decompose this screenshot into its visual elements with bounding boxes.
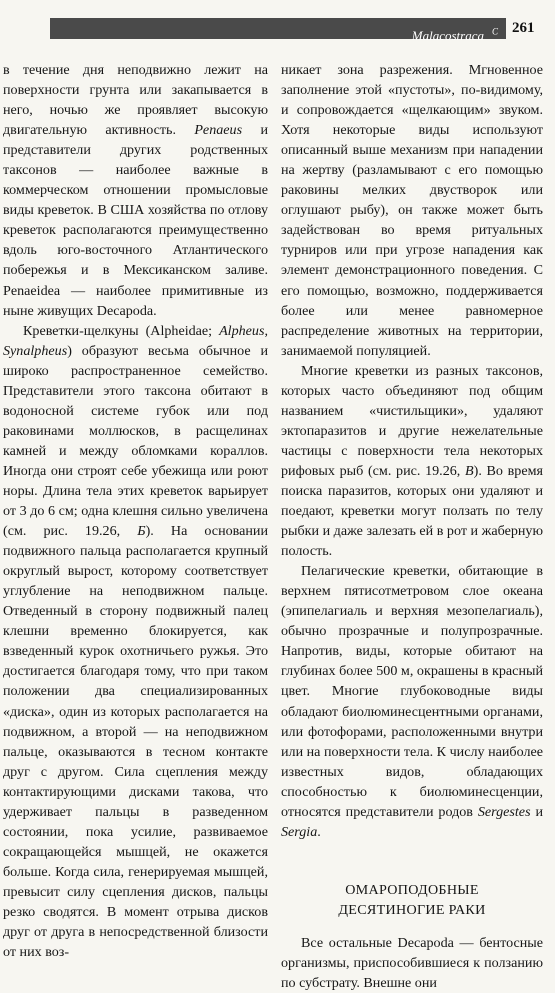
paragraph: Креветки-щелкуны (Alpheidae; Alpheus, Synalpheus) образуют весьма обычное и широко распространенное семейство. Представители этого таксона обитают в водоносной системе губок или под раковинами моллюсков, в расщелинах камней и между обломками кораллов. Иногда они строят себе убежища или роют норы. Длина тела этих креветок варьирует от 3 до 6 см; одна клешня сильно увеличена (см. рис. 19.26, Б). На основании подвижного пальца располагается крупный округлый вырост, которому соответствует углубление на неподвижном пальце. Отведенный в сторону подвижный палец клешни временно блокируется, как взведенный курок охотничьего ружья. Это достигается благодаря тому, что при таком положении два специализированных «диска», один из которых располагается на подвижном, а второй — на неподвижном пальце, оказываются в тесном контакте друг с другом. Сила сцепления между контактирующими дисками такова, что удерживает пальцы в разведенном состоянии, пока усилие, развиваемое сокращающейся мышцей, не окажется больше. Когда сила, генерируемая мышцей, превысит силу сцепления дисков, пальцы резко сводятся. В момент отрыва дисков друг от друга в непосредственной близости от них воз- bbox=[3, 322, 269, 961]
paragraph: Все остальные Decapoda — бентосные организмы, приспособившиеся к ползанию по субстрату. Внешне они bbox=[281, 934, 543, 992]
page-header bbox=[0, 14, 555, 44]
paragraph: никает зона разрежения. Мгновенное заполнение этой «пустоты», по-видимому, и сопровождается «щелкающим» звуком. Хотя некоторые виды используют описанный выше механизм при нападении на жертву (разламывают с его помощью раковины мелких двустворок или оглушают рыбу), он также может быть задействован во время ритуальных турниров или при угрозе нападения как элемент демонстрационного поведения. С его помощью, возможно, поддерживается более или менее равномерное распределение животных на территории, занимаемой популяцией. bbox=[281, 62, 543, 359]
running-title: Malacostraca $^C$ bbox=[411, 27, 498, 44]
paragraph: Многие креветки из разных таксонов, которых часто объединяют под общим названием «чистильщики», удаляют эктопаразитов и другие нежелательные частицы с поверхности тела некоторых рифовых рыб (см. рис. 19.26, В). Во время поиска паразитов, которых они удаляют и поедают, креветки могут ползать по телу рыбки и даже залезать ей в рот и жаберную полость. bbox=[281, 362, 543, 560]
page-number: 261 bbox=[512, 20, 535, 36]
running-header-bar bbox=[50, 18, 506, 44]
right-column bbox=[281, 60, 543, 993]
section-heading: ОМАРОПОДОБНЫЕ ДЕСЯТИНОГИЕ РАКИ bbox=[338, 881, 486, 918]
left-column bbox=[3, 60, 268, 962]
paragraph: Пелагические креветки, обитающие в верхнем пятисотметровом слое океана (эпипелагиаль и верхняя мезопелагиаль), обычно прозрачные и полупрозрачные. Напротив, виды, которые обитают на глубинах более 500 м, окрашены в красный цвет. Многие глубоководные виды обладают биолюминесцентными органами, или фотофорами, расположенными внутри или на поверхности тела. К числу наиболее известных видов, обладающих способностью к биолюминесценции, относятся представители родов Sergestes и Sergia. bbox=[281, 563, 543, 840]
paragraph: в течение дня неподвижно лежит на поверхности грунта или закапывается в него, ночью же проявляет высокую двигательную активность. Penaeus и представители других родственных таксонов — наиболее важные в коммерческом отношении промысловые виды креветок. В США хозяйства по отлову креветок располагаются преимущественно вдоль юго-восточного Атлантического побережья и в Мексиканском заливе. Penaeidea — наиболее примитивные из ныне живущих Decapoda. bbox=[3, 62, 268, 319]
